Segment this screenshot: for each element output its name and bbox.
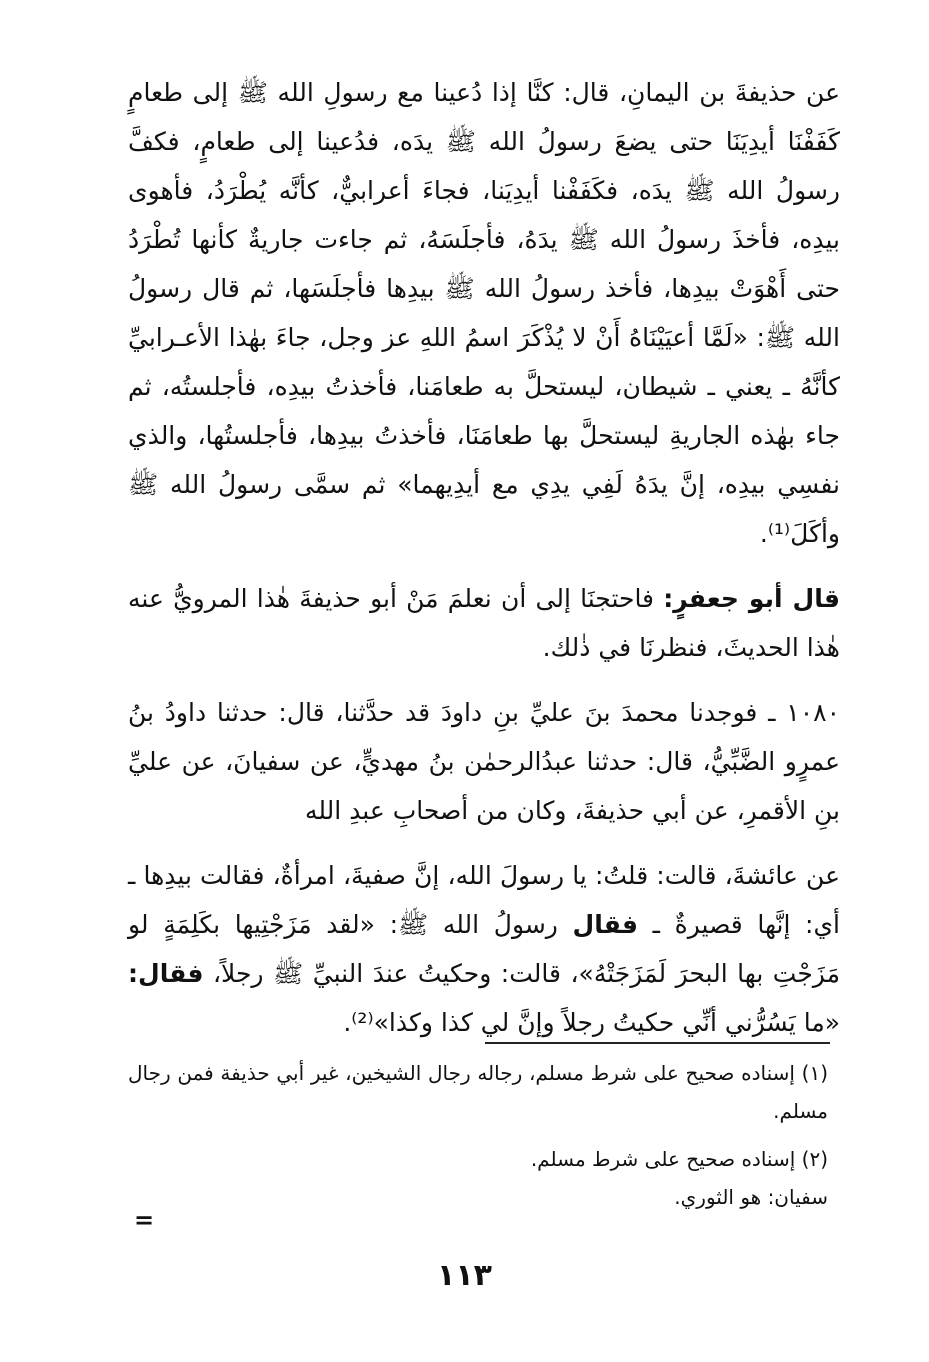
footnote-1: (١) إسناده صحيح على شرط مسلم، رجاله رجال الشيخين، غير أبي حذيفة فمن رجال مسلم.	[128, 1061, 828, 1123]
main-text	[128, 68, 840, 1047]
footnote-2: (٢) إسناده صحيح على شرط مسلم.	[530, 1147, 828, 1171]
paragraph-abu-jafar	[128, 574, 840, 672]
footnote-2-extra: سفيان: هو الثوري.	[674, 1185, 828, 1209]
aisha-text-3: «ما يَسُرُّني أنِّي حكيتُ رجلاً وإنَّ لي كذا وكذا»⁽²⁾.	[343, 1008, 840, 1037]
aisha-text-2: رسولُ الله ﷺ: «لقد مَزَجْتِيها بكَلِمَةٍ لو مَزَجْتِ بها البحرَ لَمَزَجَتْهُ»، قالت: وحكيتُ عندَ النبيِّ ﷺ رجلاً،	[128, 910, 840, 988]
paragraph-hadith-1: عن حذيفةَ بن اليمانِ، قال: كنَّا إذا دُعينا مع رسولِ الله ﷺ إلى طعامٍ كَفَفْنَا أيدِيَنَا حتى يضعَ رسولُ الله ﷺ يدَه، فدُعينا إلى طعامٍ، فكفَّ رسولُ الله ﷺ يدَه، فكَفَفْنا أيدِيَنا، فجاءَ أعرابيٌّ، كأنَّه يُطْرَدُ، فأهوى بيدِه، فأخذَ رسولُ الله ﷺ يدَهُ، فأجلَسَهُ، ثم جاءت جاريةٌ كأنها تُطْرَدُ حتى أَهْوَتْ بيدِها، فأخذ رسولُ الله ﷺ بيدِها فأجلَسَها، ثم قال رسولُ الله ﷺ: «لَمَّا أعيَيْنَاهُ أَنْ لا يُذْكَرَ اسمُ اللهِ عز وجل، جاءَ بهٰذا الأعـرابيِّ كأنَّهُ ـ يعني ـ شيطان، ليستحلَّ به طعامَنا، فأخذتُ بيدِه، فأجلستُه، ثم جاء بهٰذه الجاريةِ ليستحلَّ بها طعامَنَا، فأخذتُ بيدِها، فأجلستُها، والذي نفسِي بيدِه، إنَّ يدَهُ لَفِي يدِي مع أيدِيهما» ثم سمَّى رسولُ الله ﷺ وأكَلَ⁽¹⁾.	[128, 78, 840, 548]
speaker-label: قال أبو جعفرٍ:	[663, 584, 840, 613]
continuation-mark: =	[134, 1206, 155, 1234]
footnote-divider	[485, 1042, 830, 1044]
paragraph-abu-jafar-text: فاحتجنَا إلى أن نعلمَ مَنْ أبو حذيفةَ هٰذا المرويُّ عنه هٰذا الحديثَ، فنظرنَا في ذٰلك.	[128, 584, 840, 662]
paragraph-aisha	[128, 851, 840, 1047]
page-number: ١١٣	[437, 1258, 492, 1293]
paragraph-hadith-1080: ١٠٨٠ ـ فوجدنا محمدَ بنَ عليِّ بنِ داودَ قد حدَّثنا، قال: حدثنا داودُ بنُ عمرٍو الضَّبِّيُّ، قال: حدثنا عبدُالرحمٰن بنُ مهديٍّ، عن سفيانَ، عن عليِّ بنِ الأقمرِ، عن أبي حذيفةَ، وكان من أصحابِ عبدِ الله	[128, 698, 840, 825]
footnotes	[128, 1054, 828, 1216]
bold-faqala-1: فقال	[572, 910, 638, 939]
aisha-text-1: عن عائشةَ، قالت: قلتُ: يا رسولَ الله، إنَّ صفيةَ، امرأةٌ، فقالت بيدِها ـ أي: إنَّها قصيرةٌ ـ	[128, 861, 840, 939]
bold-faqala-2: فقال:	[128, 959, 204, 988]
